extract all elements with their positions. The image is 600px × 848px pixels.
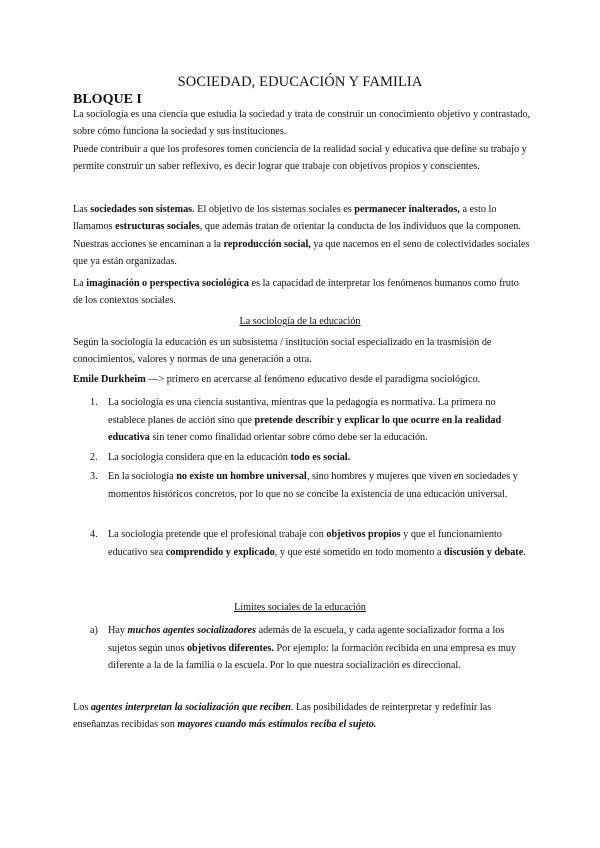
list-item: 3. En la sociología no existe un hombre universal, sino hombres y mujeres que viven en sociedades y momentos históricos concretos, por lo que no se concibe la existencia de una educación universal. — [90, 471, 518, 500]
paragraph-teachers: Puede contribuir a que los profesores tomen conciencia de la realidad social y educativa que define su trabajo y permite construir un saber reflexivo, es decir lograr que trabaje con objetivos propios y conscientes. — [73, 144, 527, 173]
section-heading: BLOQUE I — [73, 92, 142, 107]
paragraph-education-subsystem: Según la sociología la educación es un subsistema / institución social especializado en la trasmisión de conocimientos, valores y normas de una generación a otra. — [73, 337, 492, 366]
paragraph-social-systems: Las sociedades son sistemas. El objetivo de los sistemas sociales es permanecer inalterados, a esto lo llamamos estructuras sociales, que además tratan de orientar la conducta de los individuos que la componen. Nuestras acciones se encaminan a la reproducción social, ya que nacemos en el seno de colectividades sociales que ya están organizadas. — [73, 204, 530, 267]
list-item: 1. La sociología es una ciencia sustantiva, mientras que la pedagogía es normativa. La primera no establece planes de acción sino que pretende describir y explicar lo que ocurre en la realidad educativa sin tener como finalidad orientar sobre cómo debe ser la educación. — [90, 397, 502, 443]
subheading-social-limits: Límites sociales de la educación — [234, 602, 366, 613]
document-title: SOCIEDAD, EDUCACIÓN Y FAMILIA — [177, 74, 423, 90]
list-item: 4. La sociología pretende que el profesional trabaje con objetivos propios y que el funcionamiento educativo sea comprendido y explicado, y que esté sometido en todo momento a discusión y debate. — [90, 529, 526, 558]
paragraph-agents-interpret: Los agentes interpretan la socialización que reciben. Las posibilidades de reinterpretar y redefinir las enseñanzas recibidas son mayores cuando más estímulos reciba el sujeto. — [73, 702, 492, 731]
list-item: 2. La sociología considera que en la educación todo es social. — [90, 452, 351, 463]
subheading-sociology-of-education: La sociología de la educación — [239, 316, 361, 327]
paragraph-sociological-imagination: La imaginación o perspectiva sociológica es la capacidad de interpretar los fenómenos humanos como fruto de los contextos sociales. — [73, 278, 519, 307]
list-item: a) Hay muchos agentes socializadores además de la escuela, y cada agente socializador forma a los sujetos según unos objetivos diferentes. Por ejemplo: la formación recibida en una empresa es muy diferente a la de la familia o la escuela. Por lo que nuestra socialización es direccional. — [90, 625, 517, 671]
paragraph-durkheim: Emile Durkheim —> primero en acercarse al fenómeno educativo desde el paradigma sociológico. — [73, 374, 481, 385]
paragraph-sociology-definition: La sociología es una ciencia que estudia la sociedad y trata de construir un conocimiento objetivo y contrastado, sobre cómo funciona la sociedad y sus instituciones. — [73, 109, 531, 138]
